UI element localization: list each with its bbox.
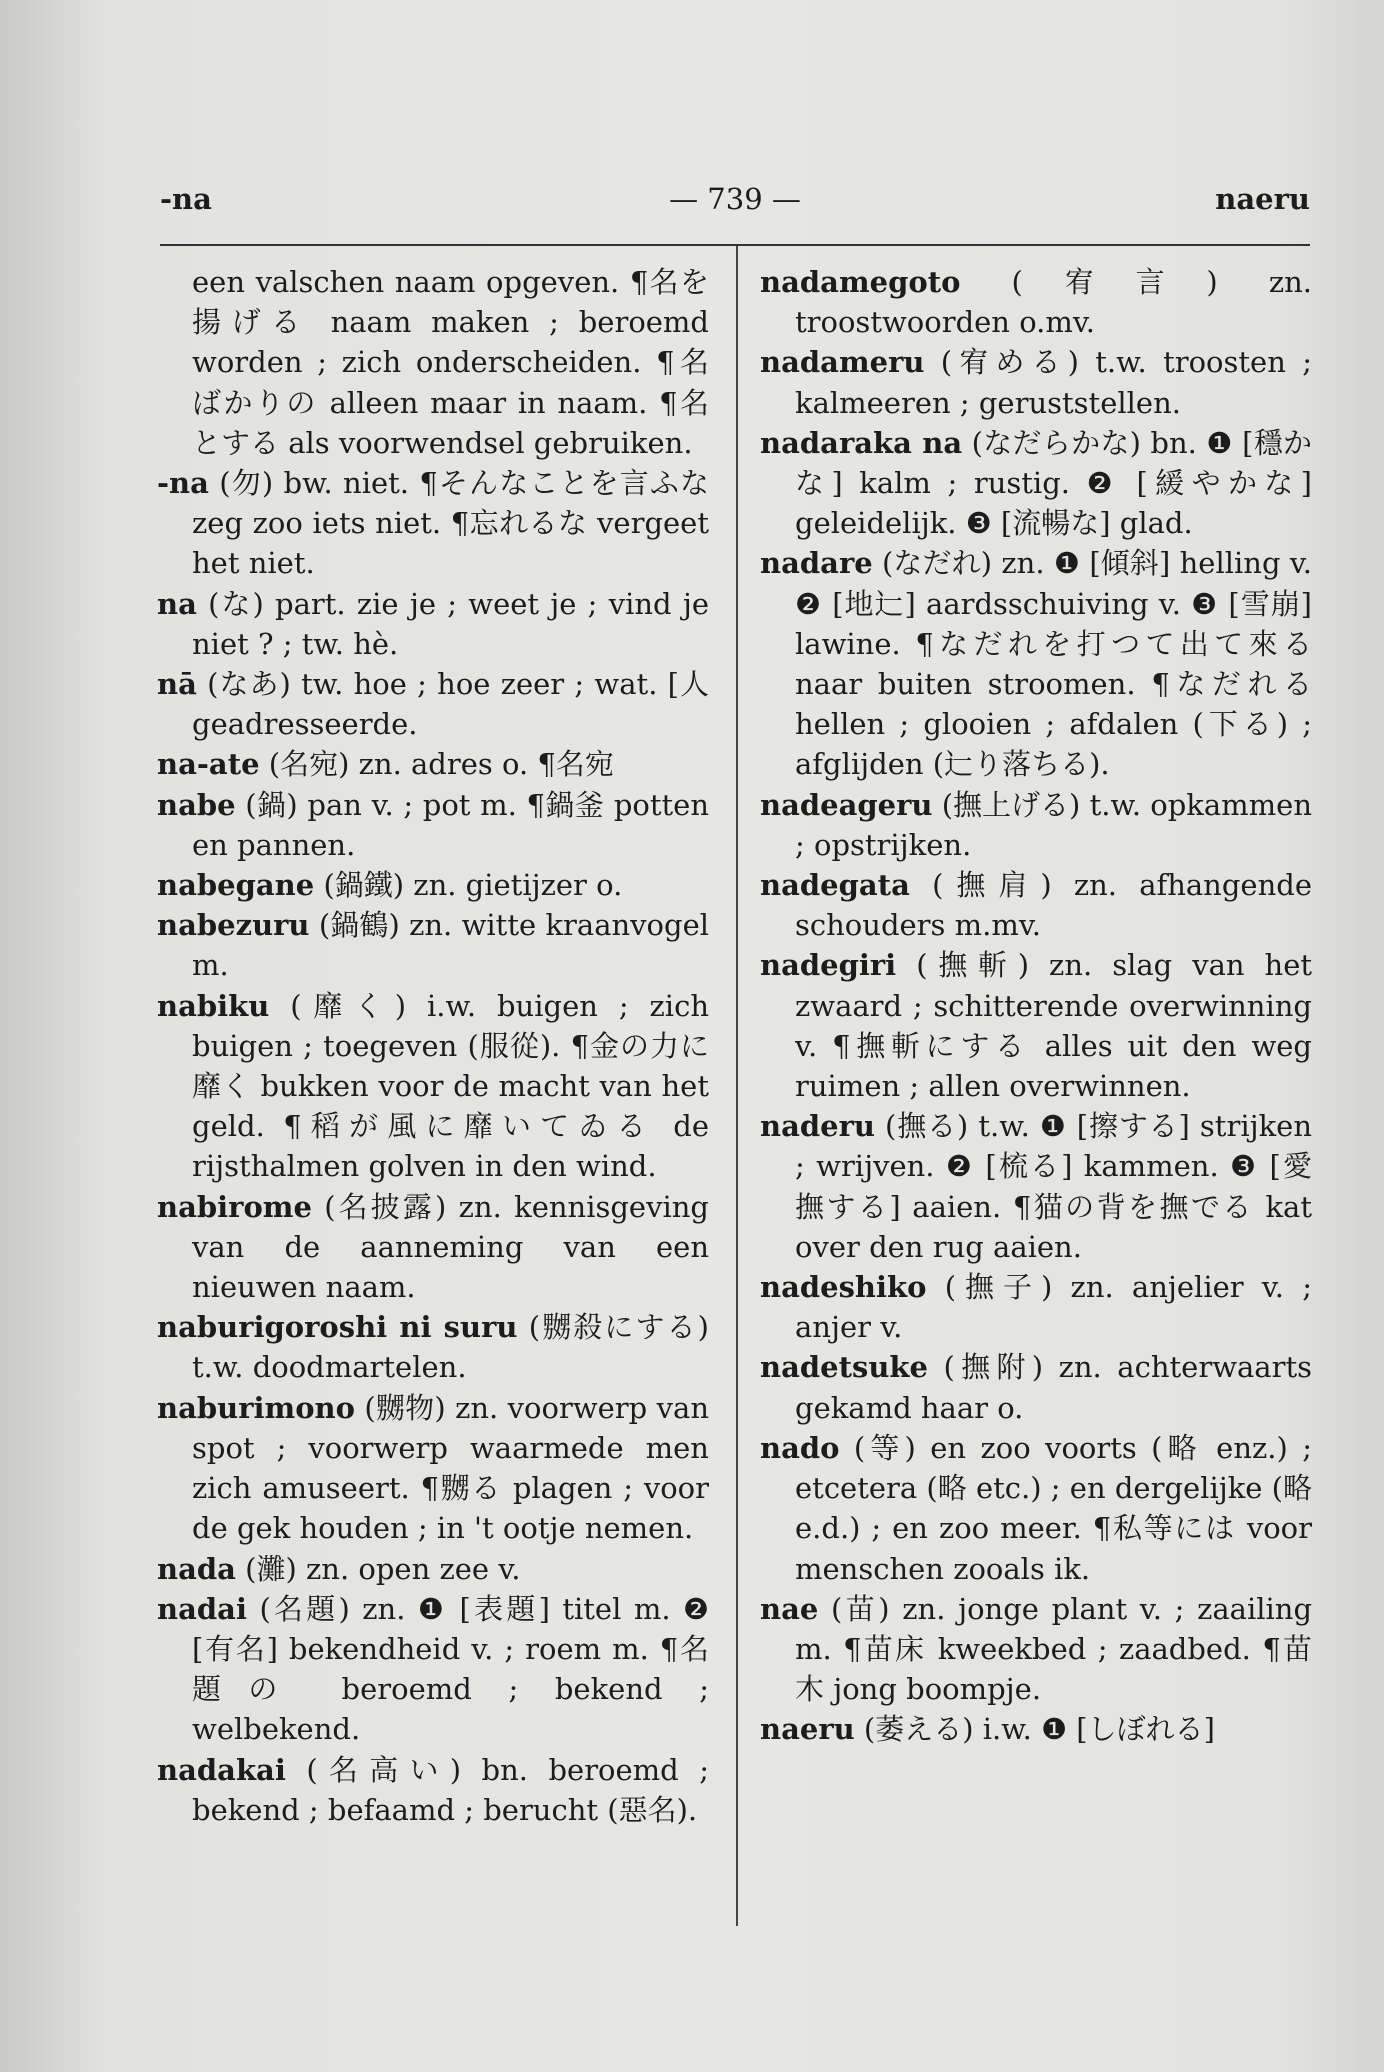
entry-definition: (萎える) i.w. ❶ [しぼれる] bbox=[863, 1712, 1215, 1747]
entry-definition: (撫斬) zn. slag van het zwaard ; schitterende overwinning v. ¶撫斬にする alles uit den weg ruimen ; allen overwinnen. bbox=[795, 948, 1313, 1104]
page-header bbox=[160, 182, 1310, 226]
entry-headword: nabirome bbox=[157, 1189, 312, 1224]
entry-headword: nado bbox=[760, 1430, 840, 1465]
entry-headword: nadegiri bbox=[760, 948, 897, 983]
entry-definition: (名高い) bn. beroemd ; bekend ; befaamd ; berucht (惡名). bbox=[192, 1752, 710, 1827]
entry-headword: nadeageru bbox=[760, 787, 933, 822]
dictionary-entry bbox=[760, 1709, 1312, 1749]
dictionary-entry bbox=[760, 543, 1312, 784]
entry-headword: nadegata bbox=[760, 868, 910, 903]
entry-headword: nada bbox=[157, 1551, 236, 1586]
entry-headword: naderu bbox=[760, 1109, 875, 1144]
entry-definition: (撫子) zn. anjelier v. ; anjer v. bbox=[795, 1270, 1312, 1345]
dictionary-entry bbox=[760, 1267, 1312, 1347]
entry-definition: (等) en zoo voorts (略 enz.) ; etcetera (略 etc.) ; en dergelijke (略 e.d.) ; en zoo meer. ¶私等には voor menschen zooals ik. bbox=[795, 1430, 1312, 1586]
header-left-guideword: -na bbox=[160, 182, 212, 216]
entry-definition: (鍋) pan v. ; pot m. ¶鍋釜 potten en pannen. bbox=[192, 787, 710, 862]
entry-definition: (な) part. zie je ; weet je ; vind je niet ? ; tw. hè. bbox=[192, 586, 709, 661]
entry-headword: nae bbox=[760, 1591, 819, 1626]
left-column bbox=[157, 262, 709, 1830]
dictionary-entry bbox=[157, 664, 709, 744]
entry-headword: naburimono bbox=[157, 1390, 355, 1425]
dictionary-entry bbox=[760, 342, 1312, 422]
dictionary-entry bbox=[157, 1307, 709, 1387]
dictionary-entry bbox=[157, 463, 709, 584]
dictionary-entry bbox=[157, 1549, 709, 1589]
entry-definition: (名宛) zn. adres o. ¶名宛 bbox=[268, 747, 614, 782]
dictionary-entry bbox=[760, 945, 1312, 1106]
entry-headword: nadamegoto bbox=[760, 265, 961, 299]
entry-definition: (なあ) tw. hoe ; hoe zeer ; wat. [人 geadresseerde. bbox=[192, 667, 710, 742]
entry-definition: (鍋鐵) zn. gietijzer o. bbox=[323, 868, 623, 903]
entry-headword: nadakai bbox=[157, 1752, 286, 1787]
entry-definition: (嬲殺にする) t.w. doodmartelen. bbox=[192, 1310, 709, 1385]
dictionary-entry bbox=[157, 1187, 709, 1308]
entry-headword: nadameru bbox=[760, 345, 925, 380]
right-column bbox=[760, 262, 1312, 1750]
entry-definition: (宥言) zn. troostwoorden o.mv. bbox=[795, 265, 1313, 340]
entry-headword: nabe bbox=[157, 787, 236, 822]
entry-headword: nadetsuke bbox=[760, 1350, 928, 1385]
page-number: — 739 — bbox=[669, 182, 801, 216]
dictionary-entry bbox=[157, 744, 709, 784]
dictionary-entry bbox=[760, 1428, 1312, 1589]
continued-entry bbox=[157, 262, 709, 463]
entry-headword: na bbox=[157, 586, 197, 621]
dictionary-entry bbox=[157, 905, 709, 985]
entry-definition: (撫肩) zn. afhangende schouders m.mv. bbox=[795, 868, 1312, 943]
dictionary-entry bbox=[760, 1589, 1312, 1710]
dictionary-entry bbox=[760, 1347, 1312, 1427]
column-divider bbox=[736, 246, 738, 1926]
entry-headword: nabezuru bbox=[157, 908, 310, 943]
dictionary-entry bbox=[760, 262, 1312, 342]
entry-headword: naburigoroshi ni suru bbox=[157, 1310, 518, 1345]
dictionary-entry bbox=[157, 865, 709, 905]
entry-headword: nadaraka na bbox=[760, 425, 963, 460]
entry-headword: -na bbox=[157, 466, 209, 501]
entry-definition: (なだらかな) bn. ❶ [穩かな] kalm ; rustig. ❷ [緩やかな] geleidelijk. ❸ [流暢な] glad. bbox=[795, 425, 1313, 541]
dictionary-entry bbox=[157, 785, 709, 865]
entry-definition: (名題) zn. ❶ [表題] titel m. ❷ [有名] bekendheid v. ; roem m. ¶名題の beroemd ; bekend ; welbekend. bbox=[192, 1591, 710, 1747]
entry-headword: naeru bbox=[760, 1712, 855, 1747]
dictionary-entry bbox=[157, 1388, 709, 1549]
dictionary-entry bbox=[157, 584, 709, 664]
entry-definition: (灘) zn. open zee v. bbox=[245, 1551, 521, 1586]
dictionary-entry bbox=[760, 423, 1312, 544]
entry-definition: (宥める) t.w. troosten ; kalmeeren ; geruststellen. bbox=[795, 345, 1312, 420]
entry-definition: (なだれ) zn. ❶ [傾斜] helling v. ❷ [地辷] aardsschuiving v. ❸ [雪崩] lawine. ¶なだれを打つて出て來る naar buiten stroomen. ¶なだれる hellen ; glooien ; afdalen (下る) ; afglijden (辷り落ちる). bbox=[795, 546, 1312, 782]
entry-definition: (撫る) t.w. ❶ [擦する] strijken ; wrijven. ❷ [梳る] kammen. ❸ [愛撫する] aaien. ¶猫の背を撫でる kat over den rug aaien. bbox=[795, 1109, 1312, 1264]
entry-definition: (鍋鶴) zn. witte kraanvogel m. bbox=[192, 908, 710, 983]
header-right-guideword: naeru bbox=[1215, 182, 1310, 216]
entry-definition: (撫上げる) t.w. opkammen ; opstrijken. bbox=[795, 787, 1313, 862]
dictionary-entry bbox=[157, 1589, 709, 1750]
entry-headword: nabegane bbox=[157, 868, 315, 903]
entry-definition: (苗) zn. jonge plant v. ; zaailing m. ¶苗床 kweekbed ; zaadbed. ¶苗木 jong boompje. bbox=[795, 1591, 1313, 1707]
entry-headword: nadare bbox=[760, 546, 873, 581]
entry-headword: nā bbox=[157, 667, 197, 702]
entry-headword: nadeshiko bbox=[760, 1270, 927, 1305]
dictionary-entry bbox=[157, 1750, 709, 1830]
entry-definition: (勿) bw. niet. ¶そんなことを言ふな zeg zoo iets niet. ¶忘れるな vergeet het niet. bbox=[192, 466, 710, 581]
entry-definition: (靡く) i.w. buigen ; zich buigen ; toegeven (服從). ¶金の力に靡く bukken voor de macht van het geld. ¶稻が風に靡いてゐる de rijsthalmen golven in den wind. bbox=[192, 988, 710, 1184]
entry-headword: na-ate bbox=[157, 747, 260, 782]
entry-definition: (撫附) zn. achterwaarts gekamd haar o. bbox=[795, 1350, 1312, 1425]
dictionary-entry bbox=[760, 865, 1312, 945]
entry-definition: een valschen naam opgeven. ¶名を揚げる naam maken ; beroemd worden ; zich onderscheiden. ¶名ばかりの alleen maar in naam. ¶名とする als voorwendsel gebruiken. bbox=[192, 265, 709, 460]
entry-definition: (名披露) zn. kennisgeving van de aanneming van een nieuwen naam. bbox=[192, 1189, 709, 1305]
dictionary-entry bbox=[760, 1106, 1312, 1267]
entry-definition: (嬲物) zn. voorwerp van spot ; voorwerp waarmede men zich amuseert. ¶嬲る plagen ; voor de gek houden ; in 't ootje nemen. bbox=[192, 1390, 709, 1546]
entry-headword: nabiku bbox=[157, 988, 270, 1023]
header-rule bbox=[160, 244, 1310, 246]
dictionary-entry bbox=[157, 986, 709, 1187]
entry-headword: nadai bbox=[157, 1591, 247, 1626]
dictionary-entry bbox=[760, 785, 1312, 865]
